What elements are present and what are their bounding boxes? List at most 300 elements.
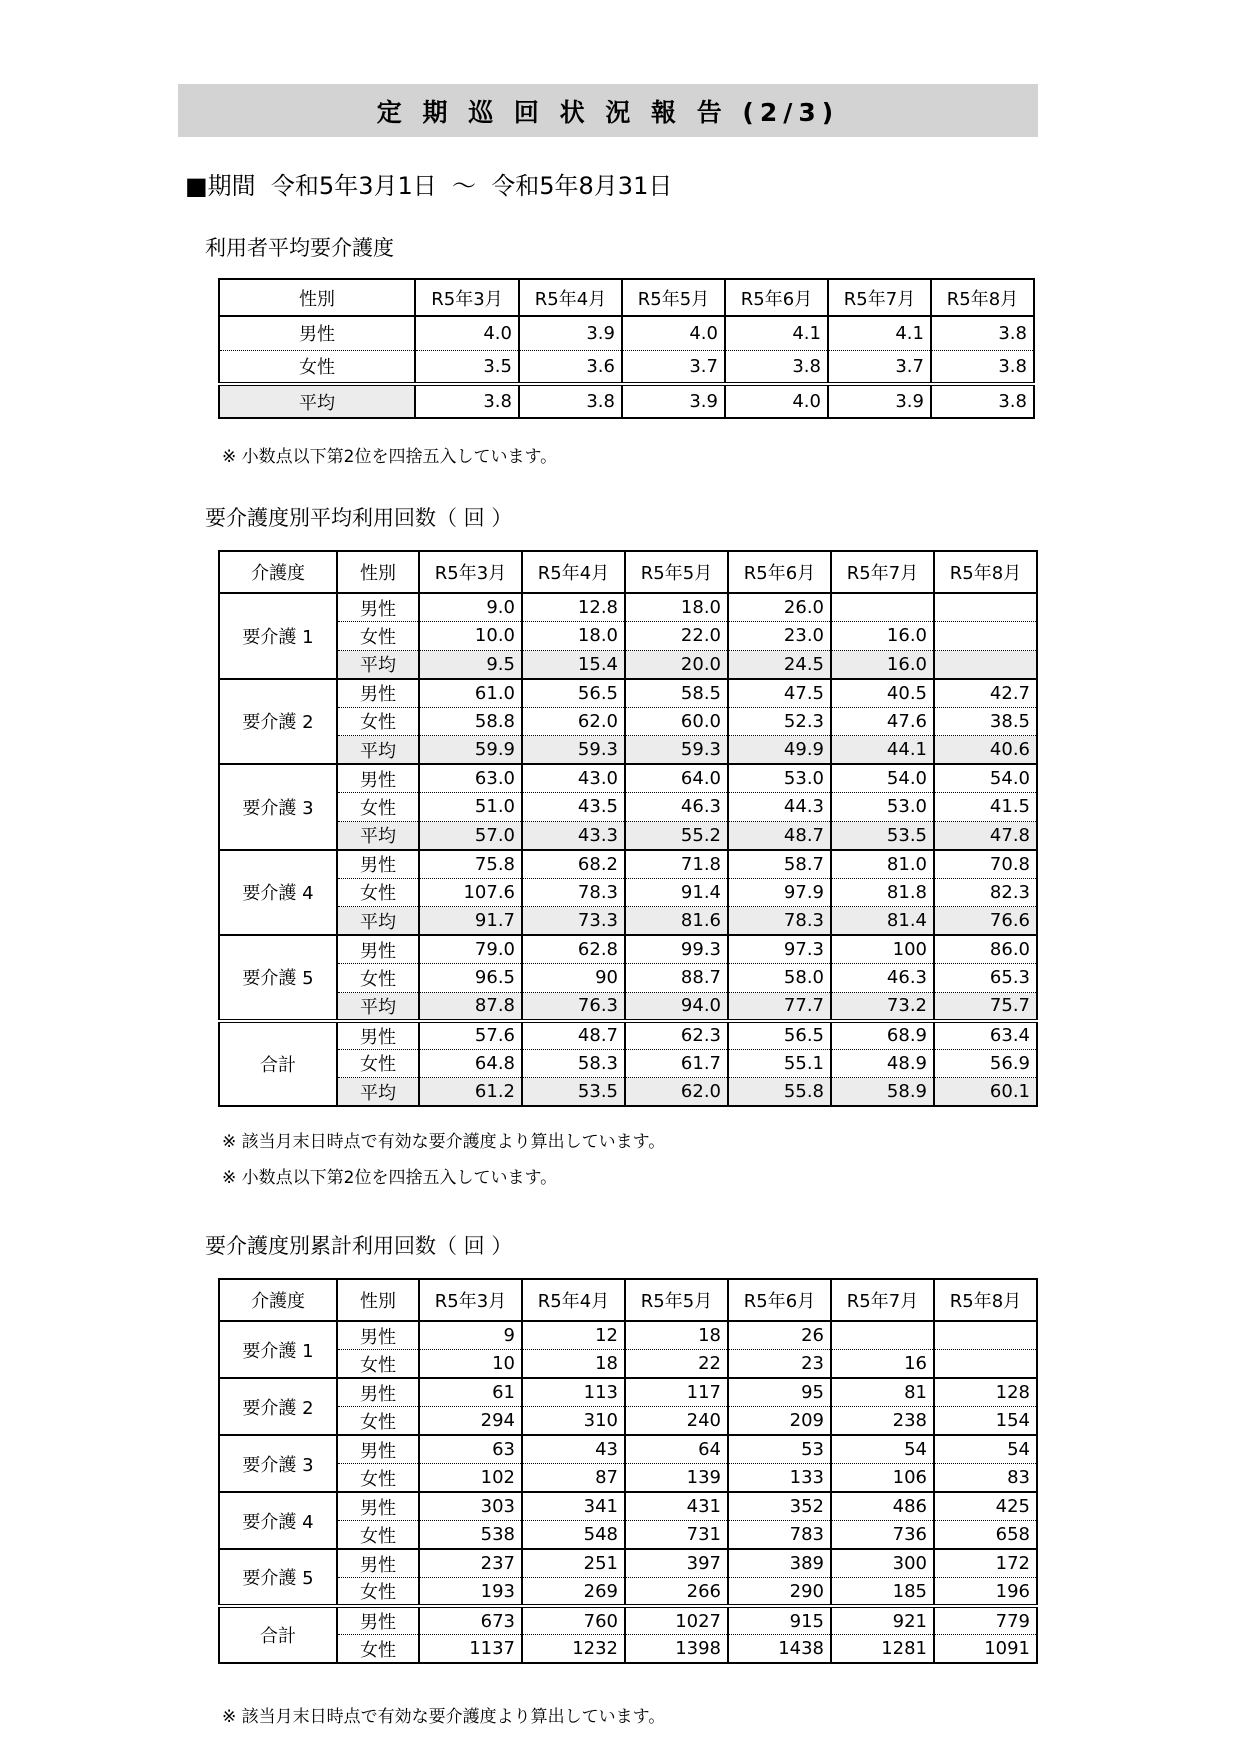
header-sex: 性別 [219,279,415,316]
table-row [219,907,1037,936]
value-cell: 54 [934,1435,1037,1464]
page-title: 定 期 巡 回 状 況 報 告 (2/3) [178,84,1038,137]
care-level-label: 要介護 4 [219,1492,337,1549]
value-cell: 61.7 [625,1049,728,1078]
value-cell: 3.8 [931,350,1034,384]
section3-note: ※ 該当月末日時点で有効な要介護度より算出しています。 [222,1707,666,1727]
section2-note-1: ※ 該当月末日時点で有効な要介護度より算出しています。 [222,1132,666,1152]
header-month: R5年7月 [828,279,931,316]
value-cell: 81.6 [625,907,728,936]
value-cell: 22 [625,1350,728,1379]
value-cell: 22.0 [625,622,728,651]
value-cell [934,593,1037,622]
value-cell: 658 [934,1521,1037,1550]
value-cell: 87.8 [419,992,522,1021]
value-cell: 48.7 [522,1021,625,1050]
value-cell: 58.7 [728,850,831,879]
table-row [219,1578,1037,1607]
table-row [219,1635,1037,1664]
value-cell: 209 [728,1407,831,1436]
sex-label: 平均 [337,992,419,1021]
row-label: 平均 [219,384,415,418]
value-cell: 4.0 [622,316,725,350]
value-cell: 63 [419,1435,522,1464]
sex-label: 平均 [337,736,419,765]
care-level-label: 要介護 3 [219,1435,337,1492]
value-cell: 44.3 [728,793,831,822]
value-cell: 60.0 [625,707,728,736]
value-cell: 193 [419,1578,522,1607]
sex-label: 女性 [337,964,419,993]
value-cell: 18 [625,1321,728,1350]
sex-label: 男性 [337,1435,419,1464]
value-cell: 240 [625,1407,728,1436]
value-cell: 673 [419,1606,522,1635]
table-row [219,1521,1037,1550]
value-cell: 75.8 [419,850,522,879]
value-cell: 60.1 [934,1078,1037,1107]
value-cell: 238 [831,1407,934,1436]
value-cell: 303 [419,1492,522,1521]
table-row [219,1435,1037,1464]
sex-label: 女性 [337,1464,419,1493]
value-cell: 73.3 [522,907,625,936]
value-cell: 95 [728,1378,831,1407]
header-care-level: 介護度 [219,1279,337,1321]
value-cell: 78.3 [728,907,831,936]
value-cell: 81.0 [831,850,934,879]
value-cell: 41.5 [934,793,1037,822]
value-cell: 47.5 [728,679,831,708]
table-row [219,707,1037,736]
table-row [219,821,1037,850]
value-cell: 1232 [522,1635,625,1664]
section2-title: 要介護度別平均利用回数（ 回 ） [205,506,513,530]
average-usage-table [218,550,1038,1107]
value-cell: 54 [831,1435,934,1464]
value-cell [934,622,1037,651]
sex-label: 女性 [337,1635,419,1664]
value-cell: 12 [522,1321,625,1350]
value-cell: 18.0 [522,622,625,651]
value-cell: 3.9 [828,384,931,418]
value-cell: 58.9 [831,1078,934,1107]
care-level-label: 要介護 2 [219,1378,337,1435]
value-cell: 73.2 [831,992,934,1021]
table-row [219,1321,1037,1350]
value-cell: 18.0 [625,593,728,622]
value-cell: 63.4 [934,1021,1037,1050]
value-cell: 10.0 [419,622,522,651]
value-cell: 43.3 [522,821,625,850]
value-cell: 352 [728,1492,831,1521]
value-cell: 23 [728,1350,831,1379]
value-cell: 3.7 [828,350,931,384]
value-cell: 185 [831,1578,934,1607]
table-row [219,1464,1037,1493]
value-cell: 97.9 [728,878,831,907]
value-cell: 62.0 [522,707,625,736]
table-row [219,992,1037,1021]
sex-label: 女性 [337,1578,419,1607]
value-cell: 68.2 [522,850,625,879]
value-cell: 76.3 [522,992,625,1021]
value-cell: 269 [522,1578,625,1607]
sex-label: 女性 [337,1049,419,1078]
sex-label: 女性 [337,622,419,651]
header-month: R5年7月 [831,551,934,593]
value-cell: 26 [728,1321,831,1350]
average-care-level-table [218,278,1035,419]
value-cell: 82.3 [934,878,1037,907]
value-cell: 266 [625,1578,728,1607]
value-cell: 77.7 [728,992,831,1021]
header-row [219,551,1037,593]
value-cell: 65.3 [934,964,1037,993]
sex-label: 男性 [337,1021,419,1050]
care-level-label: 要介護 3 [219,764,337,850]
value-cell: 251 [522,1549,625,1578]
value-cell: 921 [831,1606,934,1635]
value-cell: 40.6 [934,736,1037,765]
period-text: ■期間 令和5年3月1日 ～ 令和5年8月31日 [185,172,673,200]
header-month: R5年3月 [419,551,522,593]
value-cell: 128 [934,1378,1037,1407]
value-cell: 86.0 [934,935,1037,964]
value-cell: 61.2 [419,1078,522,1107]
header-month: R5年6月 [725,279,828,316]
value-cell: 736 [831,1521,934,1550]
value-cell: 99.3 [625,935,728,964]
value-cell: 10 [419,1350,522,1379]
value-cell: 4.0 [725,384,828,418]
value-cell: 53.5 [831,821,934,850]
value-cell: 49.9 [728,736,831,765]
value-cell: 58.5 [625,679,728,708]
value-cell: 1281 [831,1635,934,1664]
value-cell: 48.9 [831,1049,934,1078]
value-cell: 53.0 [728,764,831,793]
value-cell [934,1321,1037,1350]
row-label: 女性 [219,350,415,384]
table-row [219,878,1037,907]
value-cell: 4.1 [828,316,931,350]
value-cell: 3.9 [519,316,622,350]
value-cell: 38.5 [934,707,1037,736]
value-cell: 58.0 [728,964,831,993]
value-cell: 783 [728,1521,831,1550]
value-cell [934,1350,1037,1379]
value-cell: 53.5 [522,1078,625,1107]
header-month: R5年8月 [934,1279,1037,1321]
value-cell: 3.5 [415,350,519,384]
value-cell: 12.8 [522,593,625,622]
value-cell: 62.8 [522,935,625,964]
sex-label: 男性 [337,1321,419,1350]
value-cell: 59.3 [625,736,728,765]
table-row [219,1021,1037,1050]
sex-label: 女性 [337,1407,419,1436]
value-cell: 1027 [625,1606,728,1635]
value-cell: 102 [419,1464,522,1493]
value-cell: 57.6 [419,1021,522,1050]
value-cell: 107.6 [419,878,522,907]
section2-note-2: ※ 小数点以下第2位を四捨五入しています。 [222,1168,558,1188]
table-row [219,1350,1037,1379]
value-cell: 64.0 [625,764,728,793]
value-cell: 53 [728,1435,831,1464]
header-sex: 性別 [337,1279,419,1321]
value-cell: 15.4 [522,650,625,679]
value-cell: 62.3 [625,1021,728,1050]
value-cell [831,1321,934,1350]
sex-label: 平均 [337,650,419,679]
table-row [219,736,1037,765]
sex-label: 男性 [337,1378,419,1407]
sex-label: 男性 [337,679,419,708]
value-cell: 425 [934,1492,1037,1521]
value-cell: 4.0 [415,316,519,350]
value-cell: 40.5 [831,679,934,708]
sex-label: 男性 [337,935,419,964]
value-cell: 100 [831,935,934,964]
sex-label: 女性 [337,793,419,822]
header-month: R5年7月 [831,1279,934,1321]
header-month: R5年3月 [419,1279,522,1321]
table-row [219,1078,1037,1107]
value-cell: 43.0 [522,764,625,793]
value-cell [934,650,1037,679]
table-row [219,350,1034,384]
value-cell: 61.0 [419,679,522,708]
header-month: R5年8月 [934,551,1037,593]
value-cell: 237 [419,1549,522,1578]
header-month: R5年5月 [622,279,725,316]
value-cell: 389 [728,1549,831,1578]
value-cell: 9.0 [419,593,522,622]
header-row [219,1279,1037,1321]
table-row [219,650,1037,679]
value-cell: 1091 [934,1635,1037,1664]
sex-label: 男性 [337,593,419,622]
value-cell: 486 [831,1492,934,1521]
value-cell: 46.3 [831,964,934,993]
value-cell: 139 [625,1464,728,1493]
value-cell: 96.5 [419,964,522,993]
table-row [219,622,1037,651]
value-cell: 3.8 [519,384,622,418]
value-cell: 81 [831,1378,934,1407]
sex-label: 女性 [337,1350,419,1379]
value-cell: 56.5 [522,679,625,708]
sex-label: 男性 [337,1606,419,1635]
value-cell: 290 [728,1578,831,1607]
value-cell: 54.0 [831,764,934,793]
value-cell: 172 [934,1549,1037,1578]
table-row [219,679,1037,708]
value-cell: 78.3 [522,878,625,907]
value-cell: 779 [934,1606,1037,1635]
table-row [219,764,1037,793]
value-cell: 91.4 [625,878,728,907]
table-row [219,1606,1037,1635]
section3-title: 要介護度別累計利用回数（ 回 ） [205,1234,513,1258]
sex-label: 女性 [337,1521,419,1550]
value-cell: 26.0 [728,593,831,622]
value-cell: 9.5 [419,650,522,679]
care-level-label: 要介護 5 [219,935,337,1021]
value-cell: 3.8 [725,350,828,384]
row-label: 男性 [219,316,415,350]
value-cell: 538 [419,1521,522,1550]
table-row [219,850,1037,879]
header-sex: 性別 [337,551,419,593]
value-cell: 61 [419,1378,522,1407]
value-cell: 52.3 [728,707,831,736]
value-cell: 113 [522,1378,625,1407]
value-cell: 46.3 [625,793,728,822]
value-cell: 76.6 [934,907,1037,936]
header-month: R5年8月 [931,279,1034,316]
header-month: R5年6月 [728,551,831,593]
value-cell: 94.0 [625,992,728,1021]
value-cell: 75.7 [934,992,1037,1021]
header-row [219,279,1034,316]
care-level-label: 要介護 5 [219,1549,337,1606]
value-cell: 9 [419,1321,522,1350]
section1-note: ※ 小数点以下第2位を四捨五入しています。 [222,447,558,467]
value-cell: 81.4 [831,907,934,936]
value-cell: 3.8 [931,384,1034,418]
header-month: R5年5月 [625,551,728,593]
value-cell: 43.5 [522,793,625,822]
value-cell: 1137 [419,1635,522,1664]
table-row [219,1407,1037,1436]
value-cell: 16 [831,1350,934,1379]
care-level-label: 要介護 2 [219,679,337,765]
value-cell: 760 [522,1606,625,1635]
table-row [219,1549,1037,1578]
header-month: R5年3月 [415,279,519,316]
care-level-label: 合計 [219,1606,337,1663]
value-cell: 294 [419,1407,522,1436]
value-cell: 154 [934,1407,1037,1436]
sex-label: 女性 [337,707,419,736]
value-cell: 731 [625,1521,728,1550]
value-cell: 117 [625,1378,728,1407]
value-cell: 55.8 [728,1078,831,1107]
sex-label: 平均 [337,1078,419,1107]
value-cell: 53.0 [831,793,934,822]
value-cell: 3.8 [931,316,1034,350]
value-cell: 59.3 [522,736,625,765]
value-cell: 397 [625,1549,728,1578]
value-cell: 63.0 [419,764,522,793]
table-row [219,793,1037,822]
sex-label: 男性 [337,764,419,793]
value-cell: 42.7 [934,679,1037,708]
value-cell: 196 [934,1578,1037,1607]
value-cell: 47.8 [934,821,1037,850]
value-cell [831,593,934,622]
value-cell: 62.0 [625,1078,728,1107]
value-cell: 3.9 [622,384,725,418]
value-cell: 51.0 [419,793,522,822]
value-cell: 24.5 [728,650,831,679]
value-cell: 87 [522,1464,625,1493]
value-cell: 79.0 [419,935,522,964]
header-care-level: 介護度 [219,551,337,593]
care-level-label: 合計 [219,1021,337,1107]
value-cell: 64 [625,1435,728,1464]
value-cell: 59.9 [419,736,522,765]
value-cell: 341 [522,1492,625,1521]
value-cell: 16.0 [831,622,934,651]
value-cell: 55.1 [728,1049,831,1078]
value-cell: 91.7 [419,907,522,936]
header-month: R5年6月 [728,1279,831,1321]
value-cell: 431 [625,1492,728,1521]
value-cell: 3.7 [622,350,725,384]
sex-label: 男性 [337,1549,419,1578]
value-cell: 47.6 [831,707,934,736]
value-cell: 44.1 [831,736,934,765]
value-cell: 18 [522,1350,625,1379]
sex-label: 女性 [337,878,419,907]
average-row [219,384,1034,418]
care-level-label: 要介護 4 [219,850,337,936]
table-row [219,316,1034,350]
value-cell: 48.7 [728,821,831,850]
value-cell: 58.3 [522,1049,625,1078]
value-cell: 20.0 [625,650,728,679]
value-cell: 55.2 [625,821,728,850]
table-row [219,593,1037,622]
value-cell: 310 [522,1407,625,1436]
value-cell: 1438 [728,1635,831,1664]
table-row [219,1049,1037,1078]
value-cell: 43 [522,1435,625,1464]
value-cell: 56.5 [728,1021,831,1050]
header-month: R5年5月 [625,1279,728,1321]
table-row [219,935,1037,964]
value-cell: 83 [934,1464,1037,1493]
header-month: R5年4月 [522,1279,625,1321]
value-cell: 58.8 [419,707,522,736]
section1-title: 利用者平均要介護度 [205,236,394,260]
value-cell: 548 [522,1521,625,1550]
table-row [219,1378,1037,1407]
value-cell: 133 [728,1464,831,1493]
value-cell: 54.0 [934,764,1037,793]
sex-label: 男性 [337,1492,419,1521]
value-cell: 23.0 [728,622,831,651]
value-cell: 56.9 [934,1049,1037,1078]
value-cell: 3.6 [519,350,622,384]
care-level-label: 要介護 1 [219,593,337,679]
value-cell: 88.7 [625,964,728,993]
table-row [219,964,1037,993]
value-cell: 106 [831,1464,934,1493]
value-cell: 70.8 [934,850,1037,879]
value-cell: 64.8 [419,1049,522,1078]
value-cell: 16.0 [831,650,934,679]
sex-label: 平均 [337,821,419,850]
header-month: R5年4月 [519,279,622,316]
sex-label: 男性 [337,850,419,879]
sex-label: 平均 [337,907,419,936]
value-cell: 1398 [625,1635,728,1664]
